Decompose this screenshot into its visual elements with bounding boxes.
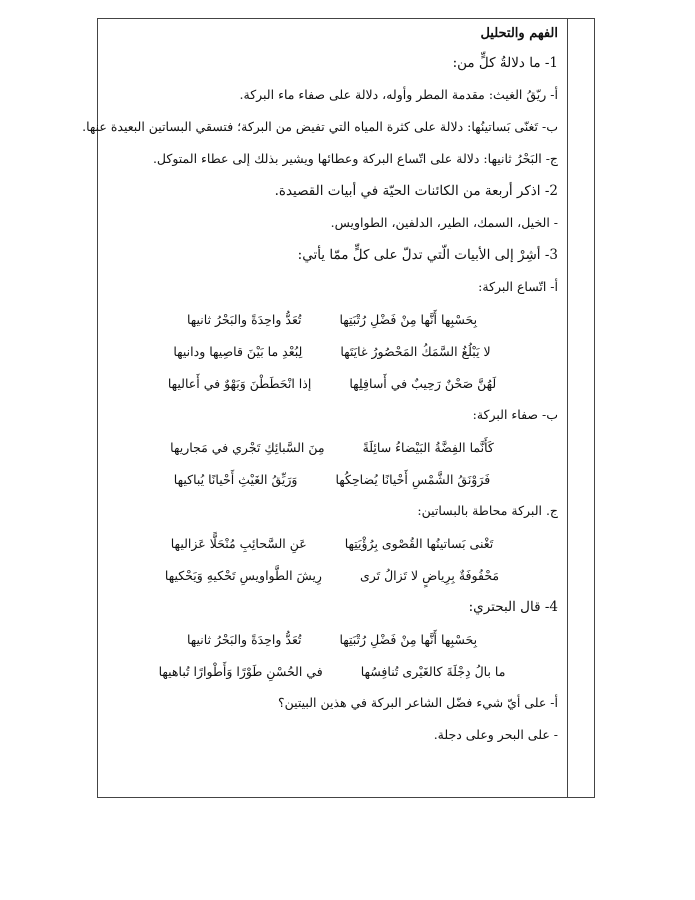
verse-second-hemistich: لِبُعْدِ ما بَيْنَ قاصِيها ودانيها [173,343,303,359]
answer-2: - الخيل، السمك، الطير، الدلفين، الطواويس. [330,215,558,230]
verse-line [106,623,558,655]
question-3: 3- أشِرْ إلى الأبيات الّتي تدلّ على كلٍّ ممّا يأتي: [297,247,558,263]
answer-1b: ب- تَغنّى بَساتينُها: دلالة على كثرة المياه التي تفيض من البركة؛ فتسقي البساتين البعيدة عنها. [82,119,558,134]
verse-line [106,559,558,591]
verse-first-hemistich: بِحَسْبِها أَنَّها مِنْ فَضْلِ رُتْبَتِها [339,631,478,647]
question-4a: أ- على أيّ شيء فضّل الشاعر البركة في هذين البيتين؟ [277,695,558,710]
document-frame [82,18,595,798]
document-content [82,19,566,797]
answer-1c: ج- البَحْرُ ثانيها: دلالة على اتّساع البركة وعطائها ويشير بذلك إلى عطاء المتوكل. [152,151,558,166]
verse-first-hemistich: لَهُنَّ صَحْنٌ رَحِيبٌ في أَسافِلِها [349,375,497,391]
verse-line [106,527,558,559]
subheading-3a: أ- اتّساع البركة: [478,279,558,294]
verse-second-hemistich: عَنِ السَّحائِبِ مُنْحَلًّا عَزاليها [170,535,307,551]
verse-second-hemistich: تُعَدُّ واحِدَةً والبَحْرُ ثانيها [186,311,302,327]
side-column [567,19,594,797]
verse-line [106,335,558,367]
verse-first-hemistich: فَرَوْنَقُ الشَّمْسِ أَحْيانًا يُضاحِكُها [335,471,491,487]
verse-line [106,367,558,399]
verse-second-hemistich: تُعَدُّ واحِدَةً والبَحْرُ ثانيها [186,631,302,647]
verse-line [106,463,558,495]
question-1: 1- ما دلالةُ كلٍّ من: [452,55,558,71]
answer-1a: أ- ريّقُ الغيث: مقدمة المطر وأوله، دلالة على صفاء ماء البركة. [239,87,558,102]
verse-first-hemistich: كَأَنَّما الفِضَّةُ البَيْضاءُ سائِلَةً [362,439,494,455]
verse-line [106,431,558,463]
verse-second-hemistich: إذا انْحَطَطْنَ وَبَهْوٌ في أَعاليها [167,375,312,391]
verse-first-hemistich: ما بالُ دِجْلَةَ كالغَيْرى تُنافِسُها [360,663,506,679]
question-4: 4- قال البحتري: [468,599,558,615]
verse-second-hemistich: رِيشَ الطَّواويسِ تَحْكيهِ وَيَحْكيها [164,567,322,583]
subheading-3c: ج. البركة محاطة بالبساتين: [417,503,558,518]
verse-line [106,303,558,335]
question-2: 2- اذكر أربعة من الكائنات الحيّة في أبيات القصيدة. [274,183,558,199]
verse-first-hemistich: مَحْفُوفَةٌ بِرِياضٍ لا تَزالُ تَرى [359,567,500,583]
verse-first-hemistich: بِحَسْبِها أَنَّها مِنْ فَضْلِ رُتْبَتِها [339,311,478,327]
section-title: الفهم والتحليل [480,26,558,41]
verse-first-hemistich: تَغْنى بَساتينُها القُصْوى بِرُؤْيَتِها [344,535,494,551]
subheading-3b: ب- صفاء البركة: [472,407,558,422]
verse-second-hemistich: في الحُسْنِ طَوْرًا وَأَطْوارًا تُباهيها [158,663,323,679]
answer-4a: - على البحر وعلى دجلة. [433,727,558,742]
verse-line [106,655,558,687]
verse-second-hemistich: مِنَ السَّبائِكِ تَجْري في مَجاريها [170,439,325,455]
verse-second-hemistich: وَرَيِّقُ الغَيْثِ أَحْيانًا يُباكيها [173,471,298,487]
verse-first-hemistich: لا يَبْلُغُ السَّمَكُ المَحْصُورُ غايَتَها [340,343,491,359]
